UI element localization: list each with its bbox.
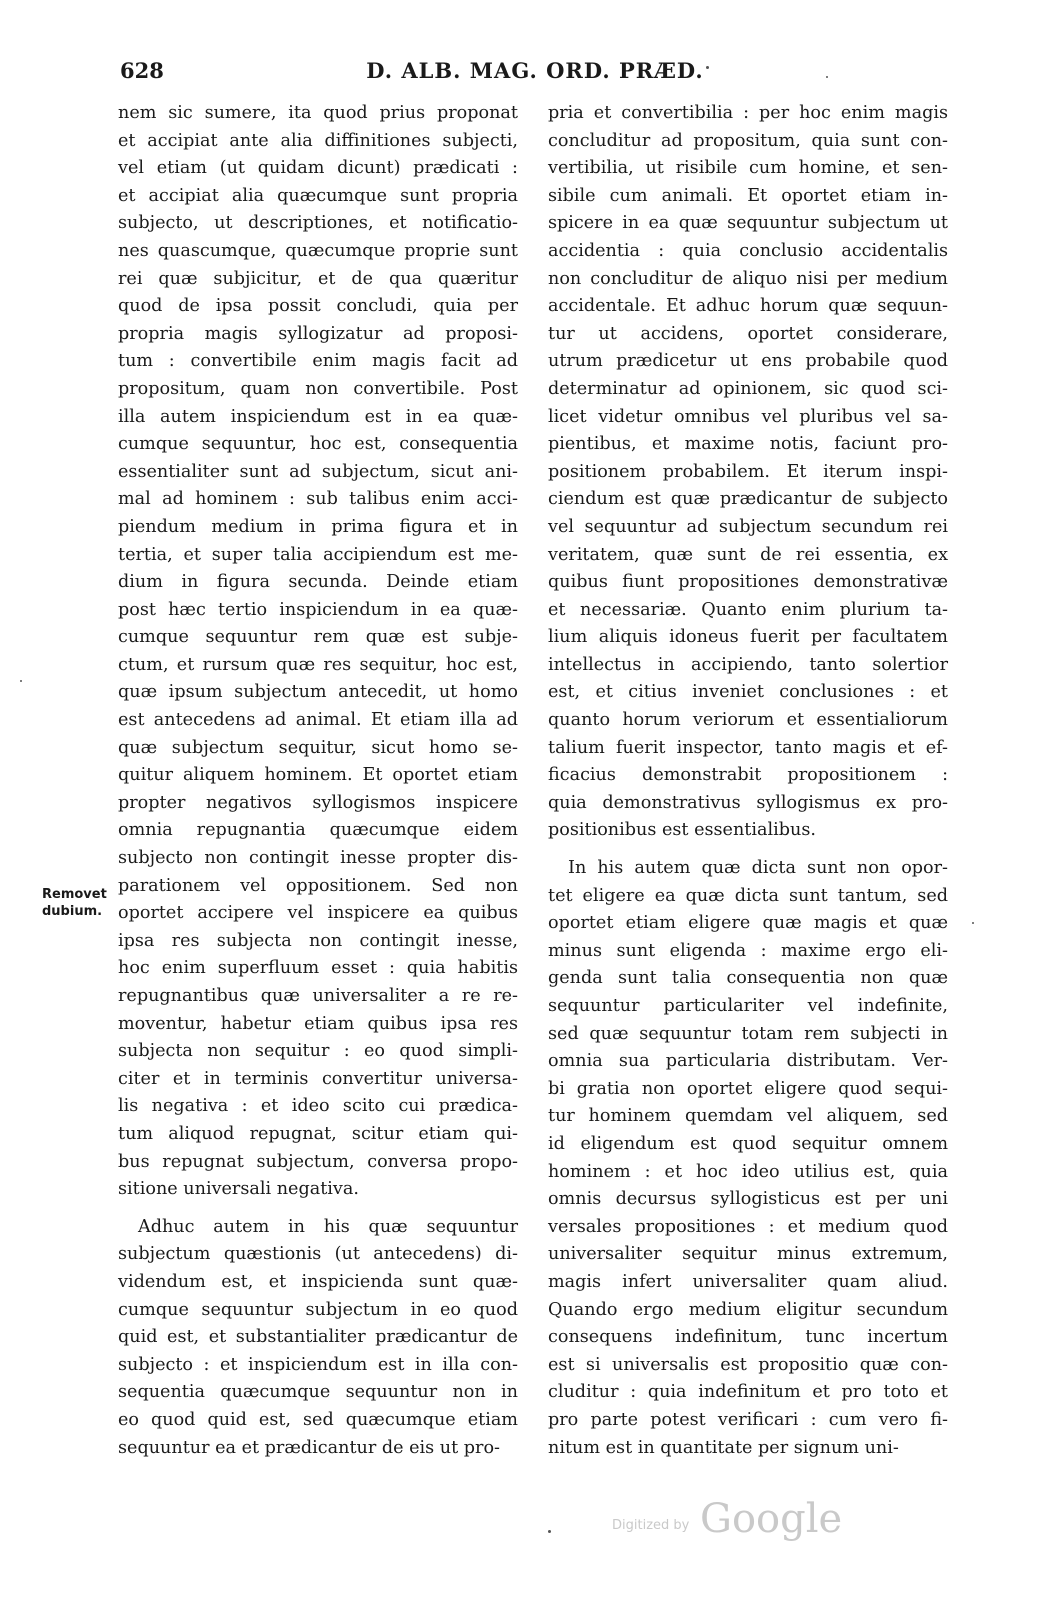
text-line: quæ subjectum sequitur, sicut homo se- xyxy=(118,737,518,758)
text-line: videndum est, et inspicienda sunt quæ- xyxy=(118,1271,518,1292)
watermark-prefix: Digitized by xyxy=(612,1518,690,1533)
text-line: tet eligere ea quæ dicta sunt tantum, sed xyxy=(548,885,948,906)
text-line: sitione universali negativa. xyxy=(118,1179,359,1200)
text-line: pria et convertibilia : per hoc enim magis xyxy=(548,103,948,123)
text-line: ciendum est quæ prædicantur de subjecto xyxy=(548,489,948,510)
text-line: quia demonstrativus syllogismus ex pro- xyxy=(548,792,948,813)
text-line: universaliter sequitur minus extremum, xyxy=(548,1244,948,1265)
text-line: quitur aliquem hominem. Et oportet etiam xyxy=(118,765,518,786)
text-line: Adhuc autem in his quæ sequuntur xyxy=(138,1216,518,1237)
text-line: oportet accipere vel inspicere ea quibus xyxy=(118,903,518,924)
text-line: tertia, et super talia accipiendum est me- xyxy=(118,544,518,565)
text-line: et accipiat ante alia diffinitiones subjecti, xyxy=(118,130,518,151)
text-line: post hæc tertio inspiciendum in ea quæ- xyxy=(118,599,518,620)
text-line: bi gratia non oportet eligere quod sequi- xyxy=(548,1078,948,1099)
text-line: piendum medium in prima figura et in xyxy=(118,516,518,537)
digitized-watermark xyxy=(612,1496,852,1550)
text-line: propositum, quam non convertibile. Post xyxy=(118,378,518,399)
text-line: veritatem, quæ sunt de rei essentia, ex xyxy=(548,544,948,565)
text-line: nem sic sumere, ita quod prius proponat xyxy=(118,103,518,123)
text-line: rei quæ subjicitur, et de qua quæritur xyxy=(118,268,518,289)
text-line: versales propositiones : et medium quod xyxy=(548,1216,948,1237)
text-line: oportet etiam eligere quæ magis et quæ xyxy=(548,913,948,934)
text-line: lis negativa : et ideo scito cui prædica- xyxy=(118,1096,518,1117)
margin-note-line: dubium. xyxy=(42,904,103,919)
text-line: est, et citius inveniet conclusiones : et xyxy=(548,682,948,703)
text-line: sibile cum animali. Et oportet etiam in- xyxy=(548,185,948,206)
text-line: nitum est in quantitate per signum uni- xyxy=(548,1437,899,1458)
scan-speck xyxy=(706,66,709,69)
text-line: concluditur ad propositum, quia sunt con- xyxy=(548,130,948,151)
text-line: sequentia quæcumque sequuntur non in xyxy=(118,1382,518,1403)
text-line: accidentale. Et adhuc horum quæ sequun- xyxy=(548,296,948,317)
text-line: minus sunt eligenda : maxime ergo eli- xyxy=(548,940,948,961)
text-line: et necessariæ. Quanto enim plurium ta- xyxy=(548,599,948,620)
text-line: sed quæ sequuntur totam rem subjecti in xyxy=(548,1023,948,1044)
text-line: essentialiter sunt ad subjectum, sicut ani- xyxy=(118,461,518,482)
text-line: ctum, et rursum quæ res sequitur, hoc est, xyxy=(118,654,518,675)
text-line: vertibilia, ut risibile cum homine, et sen- xyxy=(548,158,948,179)
scan-speck xyxy=(548,1530,551,1533)
text-line: accidentia : quia conclusio accidentalis xyxy=(548,240,948,261)
text-line: magis infert universaliter quam aliud. xyxy=(548,1271,948,1292)
paragraph-gap xyxy=(118,1204,518,1214)
text-line: positionem probabilem. Et iterum inspi- xyxy=(548,461,948,482)
text-line: talium fuerit inspector, tanto magis et ef- xyxy=(548,737,948,758)
text-line: quid est, et substantialiter prædicantur de xyxy=(118,1327,518,1348)
text-line: determinatur ad opinionem, sic quod sci- xyxy=(548,378,948,399)
text-line: repugnantibus quæ universaliter a re re- xyxy=(118,986,518,1006)
text-line: non concluditur de aliquo nisi per medium xyxy=(548,268,948,289)
text-line: tum aliquod repugnat, scitur etiam qui- xyxy=(118,1123,518,1144)
text-line: cumque sequuntur, hoc est, consequentia xyxy=(118,434,518,455)
text-line: vel etiam (ut quidam dicunt) prædicati : xyxy=(118,158,518,179)
text-line: genda sunt talia consequentia non quæ xyxy=(548,968,948,989)
margin-note-line: Removet xyxy=(42,887,107,902)
scan-speck xyxy=(826,76,828,78)
scan-speck xyxy=(972,922,974,924)
margin-note xyxy=(42,886,107,920)
text-line: subjecta non sequitur : eo quod simpli- xyxy=(118,1041,518,1062)
right-column xyxy=(548,100,948,1462)
text-line: et accipiat alia quæcumque sunt propria xyxy=(118,185,518,206)
text-line: sequuntur ea et prædicantur de eis ut pro- xyxy=(118,1437,500,1458)
text-line: parationem vel oppositionem. Sed non xyxy=(118,875,518,896)
text-line: hoc enim superfluum esset : quia habitis xyxy=(118,958,518,979)
text-line: consequens indefinitum, tunc incertum xyxy=(548,1327,948,1348)
text-line: utrum prædicetur ut ens probabile quod xyxy=(548,351,948,372)
text-line: intellectus in accipiendo, tanto solertior xyxy=(548,654,948,675)
text-line: subjectum quæstionis (ut antecedens) di- xyxy=(118,1244,518,1265)
text-line: subjecto : et inspiciendum est in illa con- xyxy=(118,1354,518,1375)
text-line: cumque sequuntur rem quæ est subje- xyxy=(118,627,518,648)
text-line: mal ad hominem : sub talibus enim acci- xyxy=(118,489,518,510)
text-line: ipsa res subjecta non contingit inesse, xyxy=(118,930,518,951)
text-line: quod de ipsa possit concludi, quia per xyxy=(118,296,518,317)
text-line: vel sequuntur ad subjectum secundum rei xyxy=(548,516,948,537)
text-line: omnis decursus syllogisticus est per uni xyxy=(548,1189,948,1210)
text-line: est si universalis est propositio quæ con- xyxy=(548,1354,948,1375)
text-line: tur ut accidens, oportet considerare, xyxy=(548,323,948,344)
text-line: Quando ergo medium eligitur secundum xyxy=(548,1299,948,1320)
text-line: subjecto non contingit inesse propter dis- xyxy=(118,848,518,869)
text-line: In his autem quæ dicta sunt non opor- xyxy=(568,858,948,879)
text-line: sequuntur particulariter vel indefinite, xyxy=(548,996,948,1016)
text-line: spicere in ea quæ sequuntur subjectum ut xyxy=(548,213,948,234)
page-header xyxy=(120,58,950,88)
text-line: propria magis syllogizatur ad proposi- xyxy=(118,323,518,344)
text-line: tum : convertibile enim magis facit ad xyxy=(118,351,518,372)
text-line: est antecedens ad animal. Et etiam illa ad xyxy=(118,710,518,731)
text-line: eo quod quid est, sed quæcumque etiam xyxy=(118,1409,518,1430)
running-title: D. ALB. MAG. ORD. PRÆD. xyxy=(366,58,704,83)
text-line: omnia repugnantia quæcumque eidem xyxy=(118,820,518,841)
text-line: propter negativos syllogismos inspicere xyxy=(118,792,518,813)
text-line: nes quascumque, quæcumque proprie sunt xyxy=(118,240,518,261)
text-line: quibus fiunt propositiones demonstrativæ xyxy=(548,572,948,593)
text-line: pro parte potest verificari : cum vero fi- xyxy=(548,1409,948,1430)
text-line: subjecto, ut descriptiones, et notificatio- xyxy=(118,213,518,234)
text-line: lium aliquis idoneus fuerit per facultatem xyxy=(548,627,948,648)
left-column xyxy=(118,100,518,1462)
text-line: bus repugnat subjectum, conversa propo- xyxy=(118,1151,518,1172)
text-line: quanto horum veriorum et essentialiorum xyxy=(548,710,948,731)
text-line: positionibus est essentialibus. xyxy=(548,820,816,841)
text-line: pientibus, et maxime notis, faciunt pro- xyxy=(548,434,948,455)
text-line: id eligendum est quod sequitur omnem xyxy=(548,1133,948,1154)
text-line: cluditur : quia indefinitum et pro toto et xyxy=(548,1382,948,1403)
text-line: licet videtur omnibus vel pluribus vel sa- xyxy=(548,406,948,427)
text-line: tur hominem quemdam vel aliquem, sed xyxy=(548,1106,948,1127)
paragraph-gap xyxy=(548,845,948,855)
text-line: quæ ipsum subjectum antecedit, ut homo xyxy=(118,682,518,703)
text-line: cumque sequuntur subjectum in eo quod xyxy=(118,1299,518,1320)
watermark-brand: Google xyxy=(700,1496,843,1542)
scan-speck xyxy=(20,680,22,682)
text-line: illa autem inspiciendum est in ea quæ- xyxy=(118,406,518,427)
text-line: omnia sua particularia distributam. Ver- xyxy=(548,1051,948,1072)
page-number: 628 xyxy=(120,58,164,83)
text-line: dium in figura secunda. Deinde etiam xyxy=(118,572,518,593)
text-line: ficacius demonstrabit propositionem : xyxy=(548,765,948,786)
text-line: citer et in terminis convertitur universa- xyxy=(118,1068,518,1089)
text-line: hominem : et hoc ideo utilius est, quia xyxy=(548,1161,948,1182)
text-line: moventur, habetur etiam quibus ipsa res xyxy=(118,1013,518,1034)
